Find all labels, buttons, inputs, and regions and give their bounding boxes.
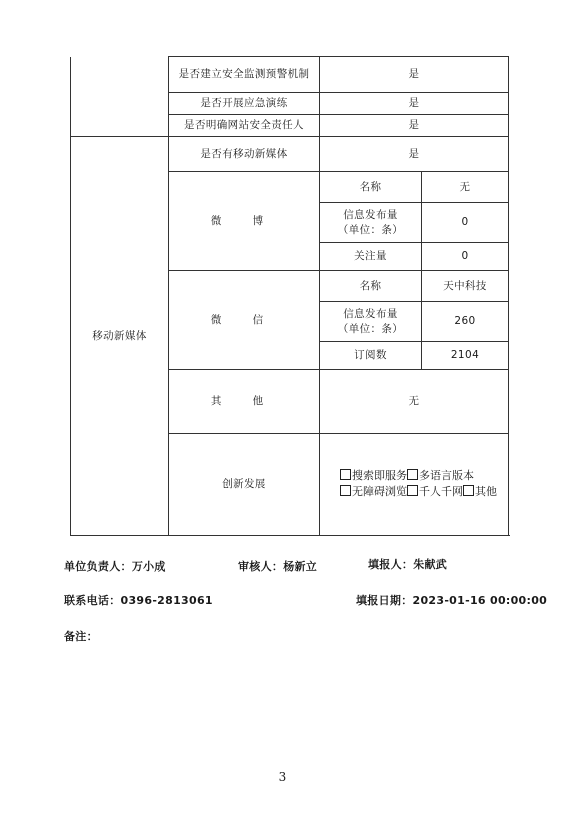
filler [368, 556, 447, 572]
weibo-label: 微 博 [169, 172, 320, 271]
innovation-option[interactable] [407, 468, 474, 483]
row-alert-mechanism [71, 57, 509, 93]
fill-date-value: 2023-01-16 00:00:00 [412, 594, 548, 607]
weibo-follow-value: 0 [422, 243, 509, 271]
section-mobile-media: 移动新媒体 [71, 137, 169, 536]
answer-alert-mechanism: 是 [320, 57, 509, 93]
reviewer [238, 558, 317, 574]
question-security-responsible: 是否明确网站安全责任人 [169, 115, 320, 137]
innovation-option[interactable] [340, 468, 407, 483]
innovation-option-label: 多语言版本 [419, 469, 474, 482]
innovation-options [320, 434, 509, 536]
weibo-info-label [320, 203, 422, 243]
innovation-option[interactable] [407, 484, 463, 499]
checkbox-icon[interactable] [407, 469, 418, 480]
unit-head-label: 单位负责人： [64, 560, 132, 573]
wechat-sub-label: 订阅数 [320, 342, 422, 370]
weibo-info-label-line1: 信息发布量 [343, 208, 398, 221]
wechat-name-value: 天中科技 [422, 271, 509, 302]
filler-label: 填报人： [368, 558, 414, 571]
page-number: 3 [278, 770, 287, 784]
innovation-option-label: 千人千网 [419, 485, 463, 498]
question-has-mobile-media: 是否有移动新媒体 [169, 137, 320, 172]
remark-label: 备注： [64, 630, 98, 643]
contact-phone-label: 联系电话： [64, 594, 121, 607]
remark [64, 628, 98, 644]
fill-date [356, 592, 547, 608]
checkbox-icon[interactable] [340, 485, 351, 496]
contact-phone-value: 0396-2813061 [120, 594, 213, 607]
reviewer-label: 审核人： [238, 560, 284, 573]
weibo-info-value: 0 [422, 203, 509, 243]
other-media-label: 其 他 [169, 370, 320, 434]
report-table [70, 56, 509, 536]
weibo-follow-label: 关注量 [320, 243, 422, 271]
wechat-name-label: 名称 [320, 271, 422, 302]
wechat-info-value: 260 [422, 302, 509, 342]
innovation-option[interactable] [463, 484, 497, 499]
question-emergency-drill: 是否开展应急演练 [169, 93, 320, 115]
wechat-info-label-line2: （单位：条） [337, 322, 404, 335]
weibo-name-value: 无 [422, 172, 509, 203]
reviewer-value: 杨新立 [283, 560, 318, 573]
answer-emergency-drill: 是 [320, 93, 509, 115]
blank-section-cell [71, 57, 169, 137]
checkbox-icon[interactable] [463, 485, 474, 496]
answer-security-responsible: 是 [320, 115, 509, 137]
fill-date-label: 填报日期： [356, 594, 413, 607]
unit-head-value: 万小成 [131, 560, 166, 573]
other-media-value: 无 [320, 370, 509, 434]
section-innovation: 创新发展 [169, 434, 320, 536]
row-has-mobile-media [71, 137, 509, 172]
answer-has-mobile-media: 是 [320, 137, 509, 172]
contact-phone [64, 592, 213, 608]
innovation-option-label: 其他 [475, 485, 497, 498]
wechat-info-label-line1: 信息发布量 [343, 307, 398, 320]
weibo-name-label: 名称 [320, 172, 422, 203]
filler-value: 朱献武 [413, 558, 448, 571]
wechat-sub-value: 2104 [422, 342, 509, 370]
wechat-label: 微 信 [169, 271, 320, 370]
question-alert-mechanism: 是否建立安全监测预警机制 [169, 57, 320, 93]
unit-head [64, 558, 166, 574]
innovation-option-label: 无障碍浏览 [352, 485, 407, 498]
weibo-info-label-line2: （单位：条） [337, 223, 404, 236]
checkbox-icon[interactable] [340, 469, 351, 480]
checkbox-icon[interactable] [407, 485, 418, 496]
wechat-info-label [320, 302, 422, 342]
innovation-option-label: 搜索即服务 [352, 469, 407, 482]
innovation-option[interactable] [340, 484, 407, 499]
